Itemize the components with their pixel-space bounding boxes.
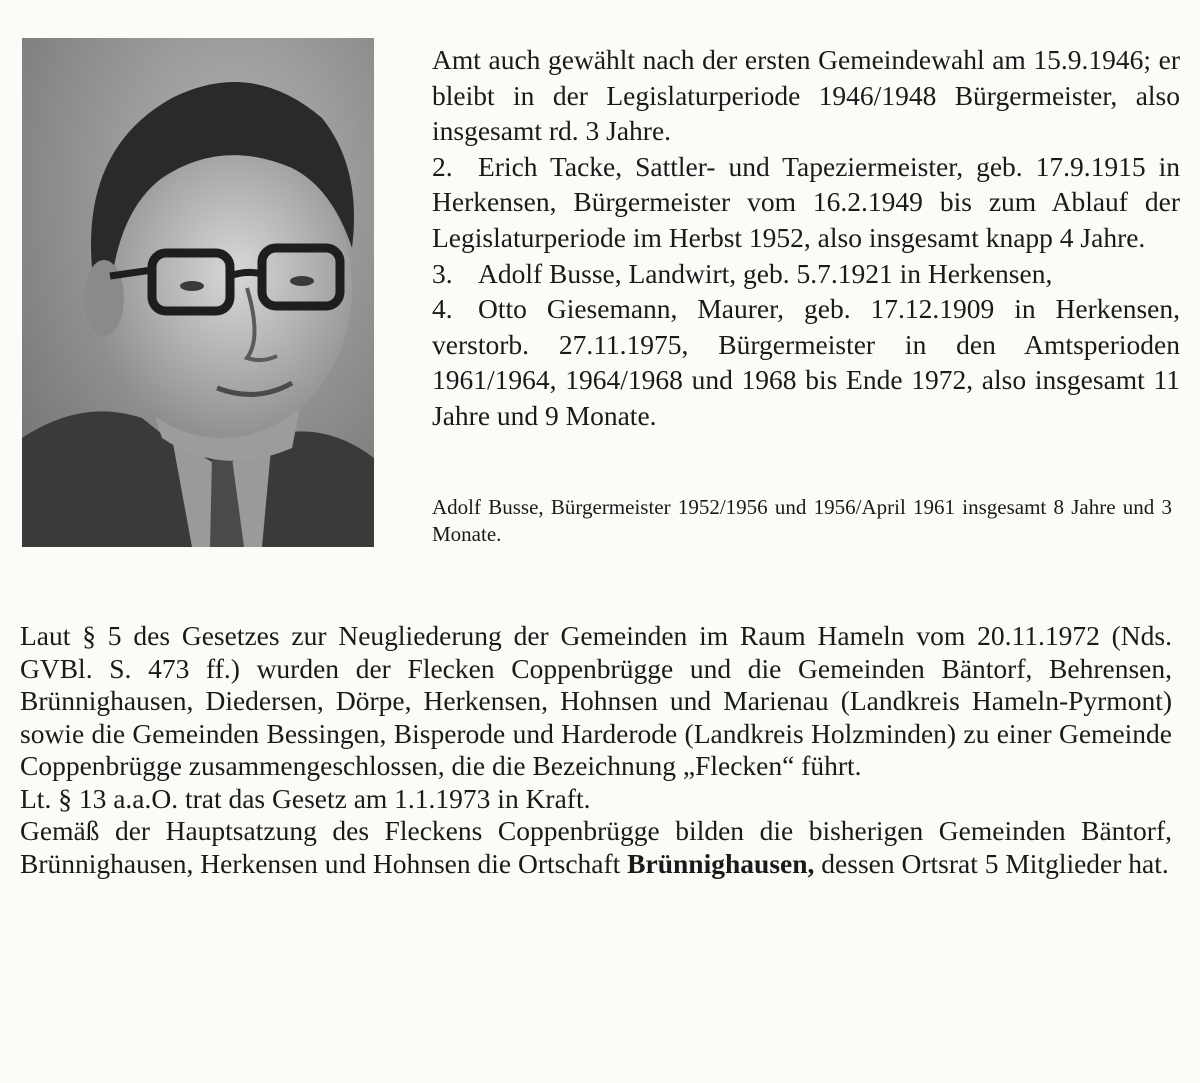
intro-paragraph: Amt auch gewählt nach der ersten Gemeindewahl am 15.9.1946; er bleibt in der Legislaturperiode 1946/1948 Bürgermeister, also insgesamt rd. 3 Jahre. (432, 44, 1180, 147)
item-number: 3. (432, 257, 453, 289)
item-text: Otto Giesemann, Maurer, geb. 17.12.1909 in Herkensen, verstorb. 27.11.1975, Bürgermeister in den Amtsperioden 1961/1964, 1964/1968 und 1968 bis Ende 1972, also insgesamt 11 Jahre und 9 Monate. (432, 293, 1180, 431)
ortschaft-text-after: dessen Ortsrat 5 Mitglieder hat. (814, 847, 1169, 879)
ortschaft-name: Brünnighausen, (627, 847, 815, 879)
item-number: 2. (432, 150, 453, 182)
main-text (20, 620, 1172, 880)
paragraph-effective: Lt. § 13 a.a.O. trat das Gesetz am 1.1.1973 in Kraft. (20, 782, 591, 814)
list-item (432, 256, 1180, 292)
photo-caption: Adolf Busse, Bürgermeister 1952/1956 und 1956/April 1961 insgesamt 8 Jahre und 3 Monate. (432, 495, 1172, 546)
ortschaft-text-before: Gemäß der Hauptsatzung des Fleckens Coppenbrügge bilden die bisherigen Gemeinden Bäntorf, Brünnighausen, Herkensen und Hohnsen die Ortschaft (20, 815, 1172, 879)
portrait-photo (22, 38, 374, 547)
item-text: Adolf Busse, Landwirt, geb. 5.7.1921 in Herkensen, (478, 257, 1053, 289)
paragraph-ortschaft (20, 815, 1172, 880)
list-item (432, 291, 1180, 433)
paragraph-law: Laut § 5 des Gesetzes zur Neugliederung der Gemeinden im Raum Hameln vom 20.11.1972 (Nds. GVBl. S. 473 ff.) wurden der Flecken Coppenbrügge und die Gemeinden Bäntorf, Behrensen, Brünnighausen, Diedersen, Dörpe, Herkensen, Hohnsen und Marienau (Landkreis Hameln-Pyrmont) sowie die Gemeinden Bessingen, Bisperode und Harderode (Landkreis Holzminden) zu einer Gemeinde Coppenbrügge zusammengeschlossen, die die Bezeichnung „Flecken“ führt. (20, 620, 1172, 781)
portrait-illustration (22, 38, 374, 547)
list-item (432, 149, 1180, 256)
item-text: Erich Tacke, Sattler- und Tapeziermeister, geb. 17.9.1915 in Herkensen, Bürgermeister vom 16.2.1949 bis zum Ablauf der Legislaturperiode im Herbst 1952, also insgesamt knapp 4 Jahre. (432, 150, 1180, 253)
item-number: 4. (432, 293, 453, 325)
biography-list (432, 42, 1180, 434)
